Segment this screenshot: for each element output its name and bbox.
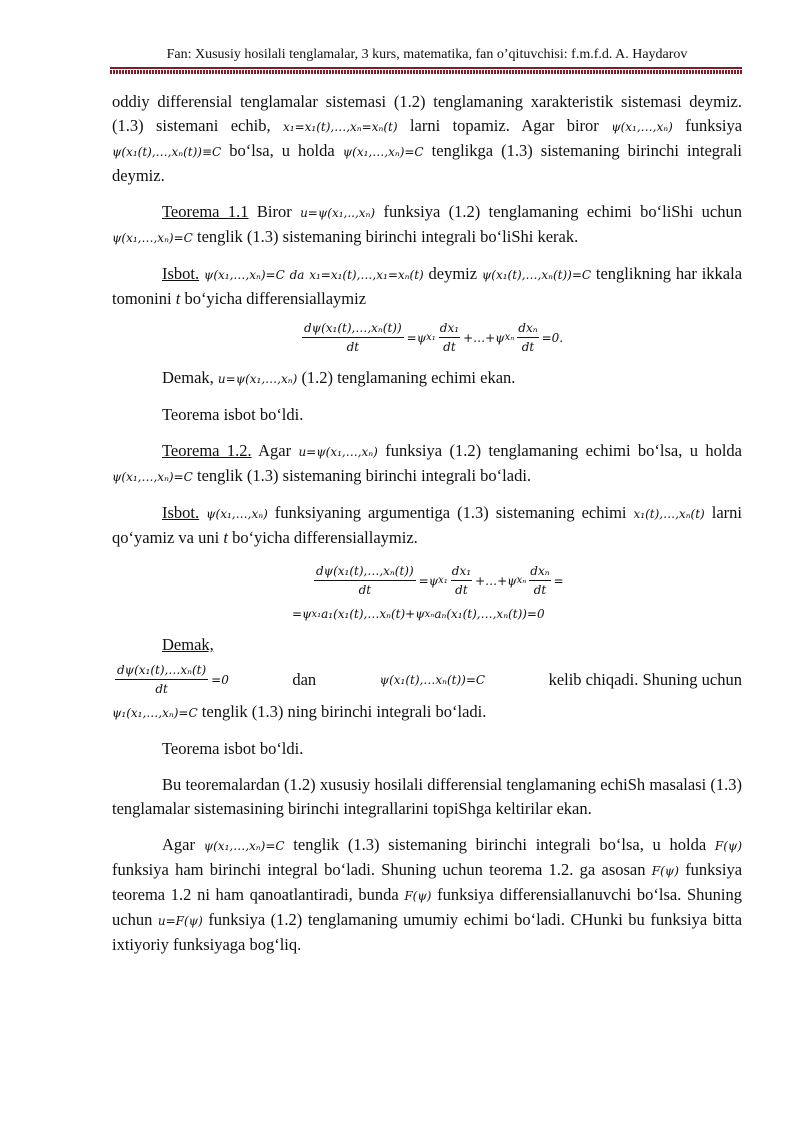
paragraph-characteristic-system: oddiy differensial tenglamalar sistemasi (1.2) tenglamaning xarakteristik sistemasi deymiz. (1.3) sistemani echib, x₁=x₁(t),…,xₙ=xₙ(t) larni topamiz. Agar biror ψ(x₁,…,xₙ) funksiya ψ(x₁(t),…,xₙ(t))≡C bo‘lsa, u holda ψ(x₁,…,xₙ)=C tenglikga (1.3) sistemaning birinchi integrali deymiz. [112,92,743,185]
theorem-title: Teorema 1.1 [162,202,249,221]
math-inline: ψ(x₁,…,xₙ)=C [203,839,285,853]
paragraph-demak-2-cont: ψ₁(x₁,…,xₙ)=C tenglik (1.3) ning birinchi integrali bo‘ladi. [112,702,487,721]
math-inline: F(ψ) [404,889,432,903]
math-inline: ψ(x₁,…,xₙ)=C [342,145,424,159]
math-inline: ψ(x₁,…,xₙ)=C [203,268,285,282]
fraction: $\frac{\text{dψ(x₁(t),…xₙ(t)}}{dt}$ [117,663,207,696]
math-inline: x₁(t),…,xₙ(t) [633,507,705,521]
fraction: $\frac{\text{dxₙ}}{dt}$ [530,564,550,597]
math-inline: x₁=x₁(t),…,x₁=xₙ(t) [309,268,424,282]
fraction: $\frac{\text{dx₁}}{dt}$ [439,321,460,354]
math-inline: ψ(x₁,…,xₙ) [611,120,673,134]
theorem-1-1: Teorema 1.1 Biror u=ψ(x₁,..,xₙ) funksiya (1.2) tenglamaning echimi bo‘liShi uchun ψ(x₁,…,xₙ)=C tenglik (1.3) sistemaning birinchi integrali bo‘liShi kerak. [112,202,742,246]
qed-1: Teorema isbot bo‘ldi. [162,405,304,424]
math-inline: x₁=x₁(t),…,xₙ=xₙ(t) [283,120,398,134]
proof-title: Isbot. [162,503,200,522]
display-formula-2: $\frac{\text{dψ(x₁(t),…,xₙ(t))}}{dt}$ =ψ x₁ $\frac{\text{dx₁}}{dt}$ +…+ψ xₙ $\frac{\text{dxₙ}}{dt}$ = [316,564,564,597]
paragraph-demak-1: Demak, u=ψ(x₁,…,xₙ) (1.2) tenglamaning echimi ekan. [162,368,516,387]
math-inline: u=ψ(x₁,…,xₙ) [298,445,378,459]
math-inline: ψ(x₁(t),…,xₙ(t))≡C [112,145,222,159]
header-rule-pattern [110,70,742,74]
header-rule [110,67,742,69]
math-inline: ψ₁(x₁,…,xₙ)=C [112,706,198,720]
proof-title: Isbot. [162,264,200,283]
paragraph-conclusion: Bu teoremalardan (1.2) xususiy hosilali differensial tenglamaning echiSh masalasi (1.3) tenglamalar sistemasining birinchi integrallarini topiShga keltirilar ekan. [112,775,742,818]
math-inline: F(ψ) [651,864,679,878]
fraction: $\frac{\text{dx₁}}{dt}$ [451,564,472,597]
paragraph-demak-2: $\frac{\text{dψ(x₁(t),…xₙ(t)}}{dt}$ =0 dan ψ(x₁(t),…xₙ(t))=C kelib chiqadi. Shuning uchun [117,663,742,696]
theorem-1-2: Teorema 1.2. Agar u=ψ(x₁,…,xₙ) funksiya (1.2) tenglamaning echimi bo‘lsa, u holda ψ(x₁,…,xₙ)=C tenglik (1.3) sistemaning birinchi integrali bo‘ladi. [112,441,743,485]
document-body [112,90,742,957]
fraction: $\frac{\text{dψ(x₁(t),…,xₙ(t))}}{dt}$ [304,321,402,354]
math-inline: u=ψ(x₁,…,xₙ) [217,372,298,386]
fraction: $\frac{\text{dψ(x₁(t),…,xₙ(t))}}{dt}$ [316,564,414,597]
display-formula-3: =ψ x₁ a₁(x₁(t),…xₙ(t)+ψ xₙ aₙ(x₁(t),…,xₙ(t))=0 [292,607,545,621]
paragraph-general-solution: Agar ψ(x₁,…,xₙ)=C tenglik (1.3) sistemaning birinchi integrali bo‘lsa, u holda F(ψ) funksiya ham birinchi integral bo‘ladi. Shuning uchun teorema 1.2. ga asosan F(ψ) funksiya teorema 1.2 ni ham qanoatlantiradi, bunda F(ψ) funksiya differensiallanuvchi bo‘lsa. Shuning uchun u=F(ψ) funksiya (1.2) tenglamaning umumiy echimi bo‘ladi. CHunki bu funksiya bitta ixtiyoriy funksiyaga bog‘liq. [112,835,743,954]
math-inline: u=F(ψ) [157,914,203,928]
paragraph-demak-2-title: Demak, [162,635,214,654]
math-inline: ψ(x₁(t),…xₙ(t))=C [379,672,486,687]
fraction: $\frac{\text{dxₙ}}{dt}$ [518,321,538,354]
math-inline: ψ(x₁,…,xₙ)=C [112,231,193,245]
proof-2: Isbot. ψ(x₁,…,xₙ) funksiyaning argumentiga (1.3) sistemaning echimi x₁(t),…,xₙ(t) larni qo‘yamiz va uni t bo‘yicha differensiallaymiz. [112,503,743,547]
page-header: Fan: Xususiy hosilali tenglamalar, 3 kurs, matematika, fan o’qituvchisi: f.m.f.d. A. Haydarov [166,47,688,62]
math-inline: ψ(x₁,…,xₙ) [206,507,268,521]
math-inline: ψ(x₁(t),…,xₙ(t))=C [481,268,592,282]
math-inline: u=ψ(x₁,..,xₙ) [300,206,376,220]
math-inline: F(ψ) [714,839,743,853]
math-inline: ψ(x₁,…,xₙ)=C [112,470,193,484]
qed-2: Teorema isbot bo‘ldi. [162,739,304,758]
theorem-title: Teorema 1.2. [162,441,252,460]
proof-1: Isbot. ψ(x₁,…,xₙ)=C da x₁=x₁(t),…,x₁=xₙ(t) deymiz ψ(x₁(t),…,xₙ(t))=C tenglikning har ikkala tomonini t bo‘yicha differensiallaymiz [112,264,743,308]
display-formula-1: $\frac{\text{dψ(x₁(t),…,xₙ(t))}}{dt}$ =ψ x₁ $\frac{\text{dx₁}}{dt}$ +…+ψ xₙ $\frac{\text{dxₙ}}{dt}$ =0. [304,321,564,354]
